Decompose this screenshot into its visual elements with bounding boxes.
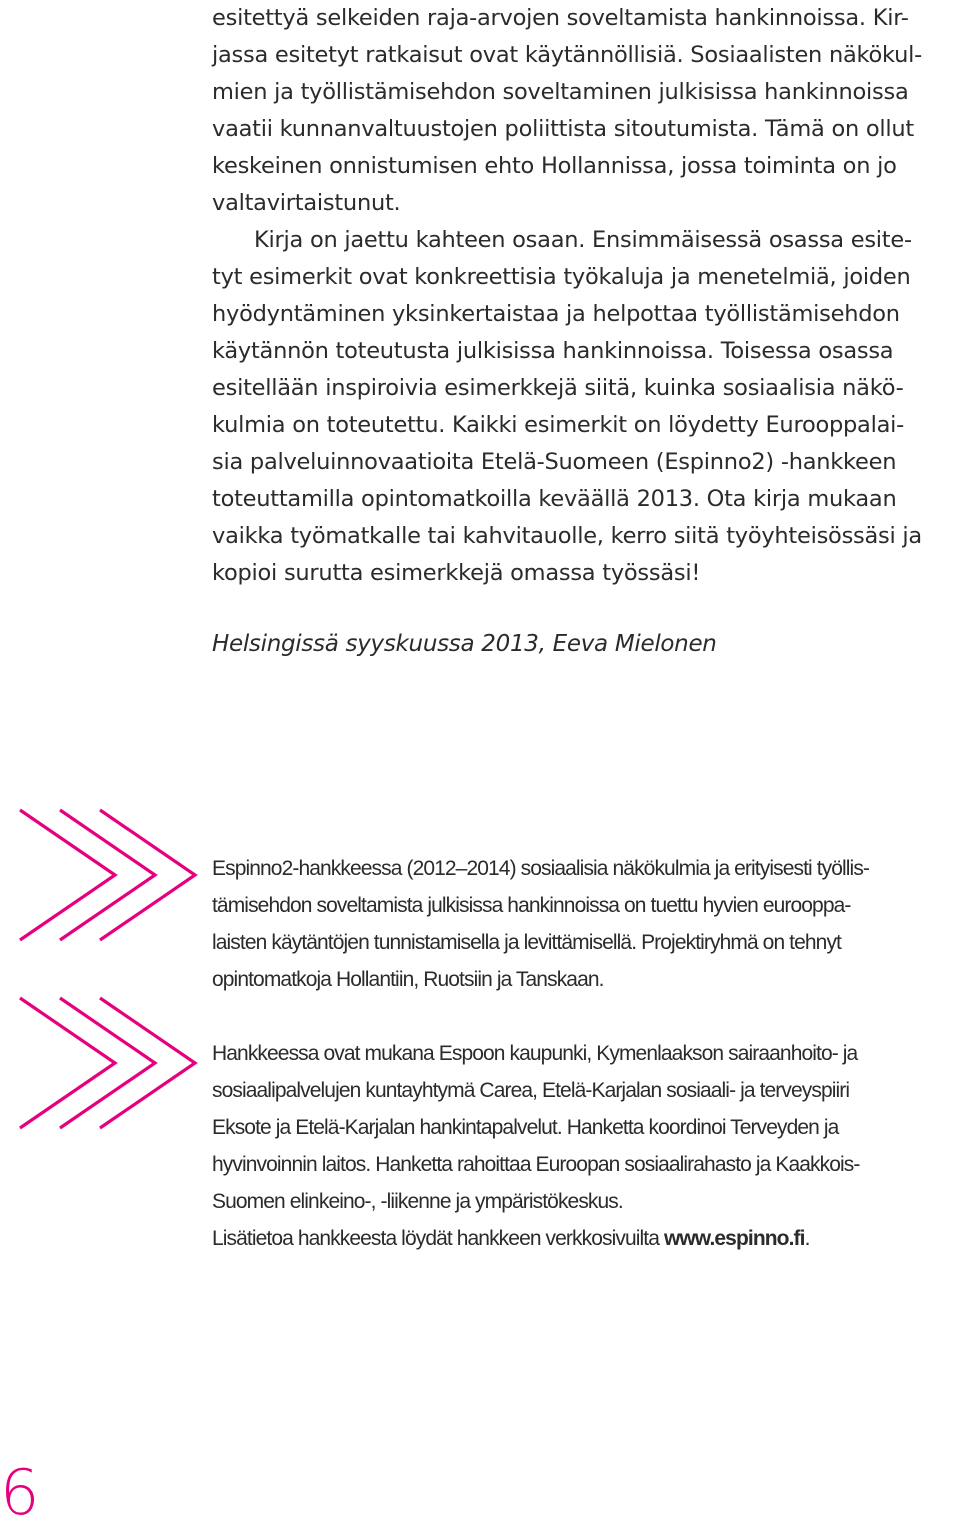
text-line: sia palveluinnovaatioita Etelä-Suomeen (Espinno2) -hankkeen: [212, 449, 897, 475]
text-line: tyt esimerkit ovat konkreettisia työkaluja ja menetelmiä, joiden: [212, 264, 911, 290]
text-line: sosiaalipalvelujen kuntayhtymä Carea, Etelä-Karjalan sosiaali- ja terveyspiiri: [212, 1079, 850, 1102]
more-info-prefix: Lisätietoa hankkeesta löydät hankkeen verkkosivuilta: [212, 1227, 664, 1250]
text-line: vaikka työmatkalle tai kahvitauolle, kerro siitä työyhteisössäsi ja: [212, 523, 922, 549]
text-line: kopioi surutta esimerkkejä omassa työssäsi!: [212, 560, 701, 586]
partners-paragraph: [212, 1035, 952, 1257]
text-line: Hankkeessa ovat mukana Espoon kaupunki, Kymenlaakson sairaanhoito- ja: [212, 1042, 858, 1065]
text-line: mien ja työllistämisehdon soveltaminen julkisissa hankinnoissa: [212, 79, 909, 105]
triple-chevron-icon: [0, 800, 205, 950]
text-line: Eksote ja Etelä-Karjalan hankintapalvelut. Hanketta koordinoi Terveyden ja: [212, 1116, 839, 1139]
more-info-line: [212, 1220, 952, 1257]
text-line: hyvinvoinnin laitos. Hanketta rahoittaa Euroopan sosiaalirahasto ja Kaakkois-: [212, 1153, 860, 1176]
text-line: esitettyä selkeiden raja-arvojen soveltamista hankinnoissa. Kir-: [212, 5, 909, 31]
text-line: toteuttamilla opintomatkoilla keväällä 2013. Ota kirja mukaan: [212, 486, 897, 512]
text-line: tämisehdon soveltamista julkisissa hankinnoissa on tuettu hyvien eurooppa-: [212, 894, 851, 917]
body-text: [212, 0, 960, 592]
text-line: valtavirtaistunut.: [212, 190, 401, 216]
text-line: hyödyntäminen yksinkertaistaa ja helpottaa työllistämisehdon: [212, 301, 900, 327]
triple-chevron-icon: [0, 988, 205, 1138]
text-line: Espinno2-hankkeessa (2012–2014) sosiaalisia näkökulmia ja erityisesti työllis-: [212, 857, 870, 880]
signature-line: Helsingissä syyskuussa 2013, Eeva Mielonen: [212, 631, 717, 657]
text-line: laisten käytäntöjen tunnistamisella ja levittämisellä. Projektiryhmä on tehnyt: [212, 931, 841, 954]
text-line: Kirja on jaettu kahteen osaan. Ensimmäisessä osassa esite-: [254, 227, 912, 253]
page-number: 6: [0, 1456, 38, 1529]
text-line: jassa esitetyt ratkaisut ovat käytännöllisiä. Sosiaalisten näkökul-: [212, 42, 922, 68]
text-line: keskeinen onnistumisen ehto Hollannissa, jossa toiminta on jo: [212, 153, 897, 179]
text-line: opintomatkoja Hollantiin, Ruotsiin ja Tanskaan.: [212, 968, 604, 991]
text-line: esitellään inspiroivia esimerkkejä siitä, kuinka sosiaalisia näkö-: [212, 375, 904, 401]
more-info-suffix: .: [804, 1227, 810, 1250]
website-link[interactable]: www.espinno.fi: [663, 1227, 805, 1250]
text-line: käytännön toteutusta julkisissa hankinnoissa. Toisessa osassa: [212, 338, 894, 364]
text-line: Suomen elinkeino-, -liikenne ja ympäristökeskus.: [212, 1190, 623, 1213]
text-line: kulmia on toteutettu. Kaikki esimerkit on löydetty Eurooppalai-: [212, 412, 904, 438]
text-line: vaatii kunnanvaltuustojen poliittista sitoutumista. Tämä on ollut: [212, 116, 914, 142]
project-info-paragraph: [212, 850, 952, 998]
